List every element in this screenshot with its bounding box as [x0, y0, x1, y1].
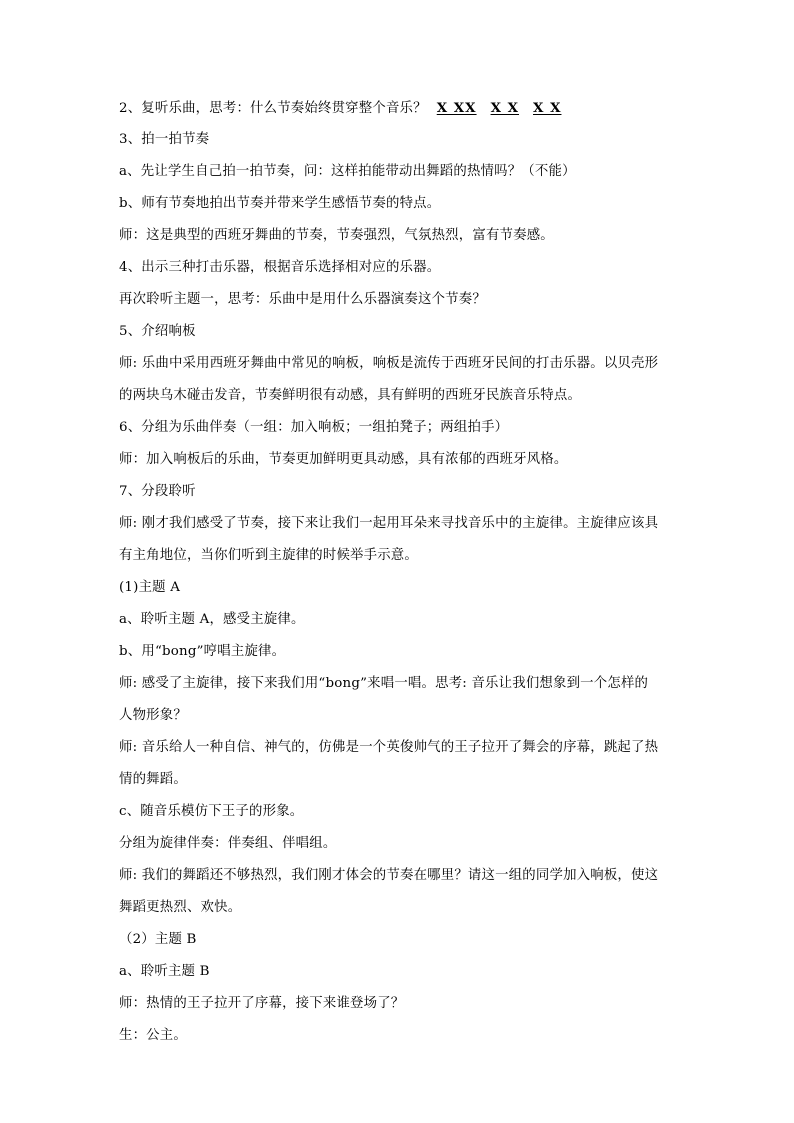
- text-line-3: a、先让学生自己拍一拍节奏，问：这样拍能带动出舞蹈的热情吗？（不能）: [119, 164, 576, 179]
- text-line-30: 生：公主。: [119, 1028, 187, 1043]
- text-line-7: 再次聆听主题一，思考：乐曲中是用什么乐器演奏这个节奏？: [119, 292, 486, 307]
- text-line-18: b、用“bong”哼唱主旋律。: [119, 644, 286, 659]
- text-line-4: b、师有节奏地拍出节奏并带来学生感悟节奏的特点。: [119, 196, 441, 211]
- text-line-15: 有主角地位，当你们听到主旋律的时候举手示意。: [119, 548, 418, 563]
- text-line-25: 师: 我们的舞蹈还不够热烈，我们刚才体会的节奏在哪里？请这一组的同学加入响板，使这: [119, 868, 659, 883]
- text-line-5: 师：这是典型的西班牙舞曲的节奏，节奏强烈，气氛热烈，富有节奏感。: [119, 228, 554, 243]
- text-line-20: 人物形象？: [119, 708, 187, 723]
- text-line-13: 7、分段聆听: [119, 484, 196, 499]
- text-line-1: [119, 99, 679, 118]
- rhythm-pattern-2: X X: [490, 100, 520, 116]
- rhythm-pattern-1: X XX: [436, 100, 477, 116]
- text-line-8: 5、介绍响板: [119, 324, 196, 339]
- text-line-19: 师: 感受了主旋律，接下来我们用“bong”来唱一唱。思考: 音乐让我们想象到一个怎样的: [119, 676, 649, 691]
- text-line-17: a、聆听主题 A，感受主旋律。: [119, 612, 305, 627]
- text-line-24: 分组为旋律伴奏：伴奏组、伴唱组。: [119, 836, 337, 851]
- text-line-12: 师：加入响板后的乐曲，节奏更加鲜明更具动感，具有浓郁的西班牙风格。: [119, 452, 568, 467]
- text-line-23: c、随音乐模仿下王子的形象。: [119, 804, 304, 819]
- text-line-22: 情的舞蹈。: [119, 772, 187, 787]
- text-line-2: 3、拍一拍节奏: [119, 132, 210, 147]
- text-line-29: 师：热情的王子拉开了序幕，接下来谁登场了？: [119, 996, 405, 1011]
- text-line-14: 师: 刚才我们感受了节奏，接下来让我们一起用耳朵来寻找音乐中的主旋律。主旋律应该具: [119, 516, 659, 531]
- text-line-11: 6、分组为乐曲伴奏（一组：加入响板；一组拍凳子；两组拍手）: [119, 420, 509, 435]
- text-line-28: a、聆听主题 B: [119, 964, 210, 979]
- text-line-6: 4、出示三种打击乐器，根据音乐选择相对应的乐器。: [119, 260, 441, 275]
- text-line-26: 舞蹈更热烈、欢快。: [119, 900, 242, 915]
- text-line-10: 的两块乌木碰击发音，节奏鲜明很有动感，具有鲜明的西班牙民族音乐特点。: [119, 388, 582, 403]
- rhythm-pattern-3: X X: [533, 100, 562, 116]
- text-line-21: 师: 音乐给人一种自信、神气的，仿佛是一个英俊帅气的王子拉开了舞会的序幕，跳起了热: [119, 740, 659, 755]
- text-line-16: (1)主题 A: [119, 580, 181, 595]
- text-line-9: 师: 乐曲中采用西班牙舞曲中常见的响板，响板是流传于西班牙民间的打击乐器。以贝壳形: [119, 356, 659, 371]
- text-line-27: （2）主题 B: [119, 932, 197, 947]
- line-1-text: 2、复听乐曲，思考：什么节奏始终贯穿整个音乐？: [119, 101, 427, 116]
